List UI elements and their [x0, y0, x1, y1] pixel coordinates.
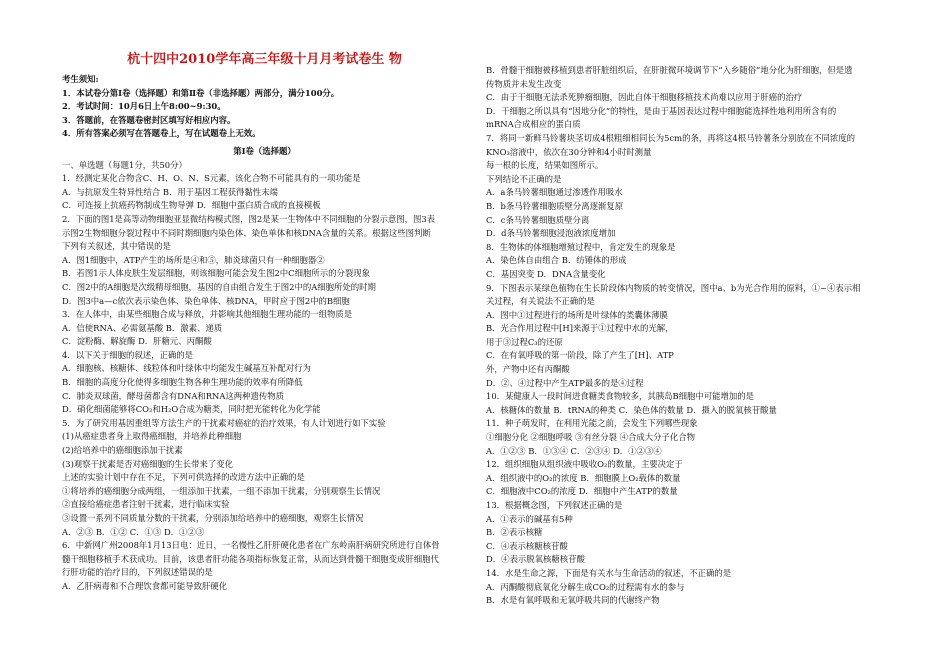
- left-question-text: [62, 159, 467, 594]
- text-line: ①将培养的癌细胞分成两组，一组添加干扰素，一组不添加干扰素，分别观察生长情况: [62, 485, 381, 496]
- notice-line: 3．答题前，在答题卷密封区填写好相应内容。: [62, 114, 236, 125]
- text-line: A．与抗原发生特异性结合 B．用于基因工程获得黏性末端: [62, 186, 278, 197]
- text-line: 2．下面的图1是高等动物细胞亚显微结构模式图，图2是某一生物体中不同细胞的分裂示意图，图3表: [62, 213, 436, 224]
- text-line: (3)观察干扰素是否对癌细胞的生长带来了变化: [62, 458, 233, 469]
- notice-line: 1．本试卷分第Ⅰ卷（选择题）和第Ⅱ卷（非选择题）两部分，满分100分。: [62, 87, 340, 98]
- text-line: D．硝化细菌能够将CO₂和H₂O合成为糖类，同时把光能转化为化学能: [62, 404, 321, 415]
- right-question-text: [486, 64, 906, 608]
- text-line: 8．生物体的体细胞增殖过程中，肯定发生的现象是: [486, 241, 676, 252]
- text-line: B．光合作用过程中[H]来源于①过程中水的光解，: [486, 323, 674, 334]
- text-line: B．细胞的高度分化使得多细胞生物各种生理功能的效率有所降低: [62, 377, 303, 388]
- text-line: 11．种子萌发时，在利用光能之前，会发生下列哪些现象: [486, 418, 698, 429]
- text-line: B．②表示核糖: [486, 527, 543, 538]
- text-line: 13．根据概念图，下列叙述正确的是: [486, 500, 623, 510]
- text-line: A．乙肝病毒和不合理饮食都可能导致肝硬化: [62, 580, 228, 591]
- notice-line: 2．考试时间：10月6日上午8:00~9:30。: [62, 101, 226, 112]
- text-line: 髓干细胞移植手术获成功。目前，该患者肝功能各项指标恢复正常，从而达到骨髓干细胞变成肝细胞代: [62, 553, 439, 564]
- text-line: D．图3中a—c依次表示染色体、染色单体、核DNA，甲时应于图2中的B细胞: [62, 295, 350, 306]
- text-line: 14．水是生命之源，下面是有关水与生命活动的叙述，不正确的是: [486, 567, 732, 578]
- text-line: C．可连接上抗癌药物制成生物导弹 D．细胞中蛋白质合成的直接模板: [62, 200, 321, 211]
- text-line: 示图2生物细胞分裂过程中不同时期细胞内染色体、染色单体和核DNA含量的关系。根据这些图判断: [62, 227, 431, 238]
- text-line: 1．经测定某化合物含C、H、O、N、S元素，该化合物不可能具有的一项功能是: [62, 173, 361, 184]
- text-line: 每一根的长度，结果如图所示。: [486, 160, 604, 171]
- text-line: C．淀粉酶、解旋酶 D．肝糖元、丙酮酸: [62, 336, 212, 347]
- text-line: C．细胞液中CO₂的浓度 D．细胞中产生ATP的数量: [486, 486, 678, 497]
- text-line: 9．下图表示某绿色植物在生长阶段体内物质的转变情况，图中a、b为光合作用的原料，①~④表示相: [486, 282, 861, 293]
- text-line: B．骨髓干细胞被移植到患者肝脏组织后，在肝脏微环境调节下“入乡随俗”地分化为肝细胞，但是遗: [486, 65, 853, 75]
- text-line: C．由于干细胞无法杀死肿瘤细胞，因此自体干细胞移植技术尚难以应用于肝癌的治疗: [486, 92, 803, 103]
- text-line: 6．中新网广州2008年1月13日电：近日，一名慢性乙肝肝硬化患者在广东岭南肝病研究所进行自体骨: [62, 540, 440, 551]
- text-line: B．水是有氧呼吸和无氧呼吸共同的代谢终产物: [486, 595, 660, 606]
- text-line: A．细胞核、核糖体、线粒体和叶绿体中均能发生碱基互补配对行为: [62, 363, 311, 374]
- text-line: ②直接给癌症患者注射干扰素，进行临床实验: [62, 499, 230, 510]
- text-line: C．基因突变 D．DNA含量变化: [486, 268, 606, 279]
- text-line: C．在有氧呼吸的第一阶段，除了产生了[H]、ATP: [486, 350, 674, 361]
- text-line: A．染色体自由组合 B．纺锤体的形成: [486, 255, 627, 266]
- text-line: (1)从癌症患者身上取得癌细胞，并培养此种细胞: [62, 431, 242, 442]
- left-column: [62, 0, 467, 594]
- text-line: 3．在人体中，由某些细胞合成与释放，并影响其他细胞生理功能的一组物质是: [62, 309, 353, 320]
- text-line: mRNA合成相应的蛋白质: [486, 119, 581, 130]
- notice-line: 4．所有答案必须写在答题卷上，写在试题卷上无效。: [62, 128, 261, 139]
- text-line: 一、单选题（每题1分，共50分）: [62, 159, 187, 170]
- text-line: 下列结论不正确的是: [486, 173, 562, 184]
- text-line: A．核糖体的数量 B．tRNA的种类 C．染色体的数量 D．摄入的脱氧核苷酸量: [486, 404, 777, 415]
- text-line: 4．以下关于细胞的叙述，正确的是: [62, 349, 193, 360]
- text-line: 5．为了研究用基因重组等方法生产的干扰素对癌症的治疗效果，有人计划进行如下实验: [62, 417, 386, 428]
- text-line: KNO₃溶液中，依次在30分钟和4小时时测量: [486, 146, 652, 157]
- text-line: 行肝功能的治疗目的，下列叙述错误的是: [62, 567, 213, 578]
- text-line: C．④表示核糖核苷酸: [486, 540, 568, 551]
- text-line: D．④表示脱氧核糖核苷酸: [486, 554, 585, 565]
- text-line: A．①②③ B．①③④ C．②③④ D．①②③④: [486, 445, 662, 456]
- text-line: A．图中①过程进行的场所是叶绿体的类囊体薄膜: [486, 309, 668, 320]
- text-line: A．丙酮酸彻底氧化分解生成CO₂的过程需有水的参与: [486, 581, 685, 592]
- text-line: D．d条马铃薯细胞浸泡液浓度增加: [486, 228, 616, 239]
- text-line: A．①表示的碱基有5种: [486, 513, 573, 524]
- text-line: 10．某健康人一段时间进食糖类食物较多，其胰岛B细胞中可能增加的是: [486, 391, 755, 402]
- text-line: 上述的实验计划中存在不足，下列可供选择的改进方法中正确的是: [62, 472, 305, 483]
- text-line: 12．组织细胞从组织液中吸收O₂的数量，主要决定于: [486, 459, 683, 470]
- notice-list: [62, 87, 467, 141]
- exam-title: 杭十四中2010学年高三年级十月月考试卷生 物: [127, 52, 402, 67]
- text-line: D．②、④过程中产生ATP最多的是④过程: [486, 377, 644, 388]
- text-line: 外，产物中还有丙酮酸: [486, 364, 570, 375]
- text-line: ③设置一系列不同质量分数的干扰素，分别添加给培养中的癌细胞，观察生长情况: [62, 513, 364, 523]
- text-line: D．干细胞之所以具有“因地分化”的特性，是由于基因表达过程中细胞能选择性地利用所含有的: [486, 105, 837, 116]
- text-line: C．图2中的A细胞是次级精母细胞，基因的自由组合发生于图2中的A细胞所处的时期: [62, 281, 376, 292]
- text-line: B．b条马铃薯细胞质壁分离逐渐复原: [486, 200, 624, 211]
- text-line: 下列有关叙述，其中错误的是: [62, 241, 171, 252]
- text-line: ①细胞分化 ②细胞呼吸 ③有丝分裂 ④合成大分子化合物: [486, 432, 695, 443]
- text-line: 关过程，有关说法不正确的是: [486, 296, 595, 307]
- text-line: B．若图1示人体皮肤生发层细胞，则该细胞可能会发生图2中C细胞所示的分裂现象: [62, 268, 370, 279]
- right-column: [486, 0, 906, 608]
- text-line: A．a条马铃薯细胞通过渗透作用吸水: [486, 187, 623, 198]
- text-line: A．组织液中的O₂的浓度 B．细胞膜上O₂载体的数量: [486, 472, 681, 483]
- section-title: 第Ⅰ卷（选择题）: [233, 145, 296, 156]
- text-line: A．②③ B．①② C．①③ D．①②③: [62, 526, 205, 537]
- text-line: C．肺炎双球菌，酵母菌都含有DNA和RNA这两种遗传物质: [62, 390, 285, 401]
- text-line: (2)给培养中的癌细胞添加干扰素: [62, 445, 183, 456]
- text-line: 用于③过程C₃的还原: [486, 336, 563, 347]
- notice-heading: 考生须知:: [62, 74, 99, 84]
- text-line: 传物质并未发生改变: [486, 78, 562, 89]
- text-line: A．信使RNA、必需氨基酸 B．激素、递质: [62, 322, 223, 333]
- text-line: A．图1细胞中，ATP产生的场所是④和⑤，肺炎球菌只有一种细胞器②: [62, 254, 325, 265]
- text-line: C．c条马铃薯细胞质壁分离: [486, 214, 590, 225]
- text-line: 7．将同一新鲜马铃薯块茎切成4根粗细相同长为5cm的条，再将这4根马铃薯条分别放在不同浓度的: [486, 132, 855, 143]
